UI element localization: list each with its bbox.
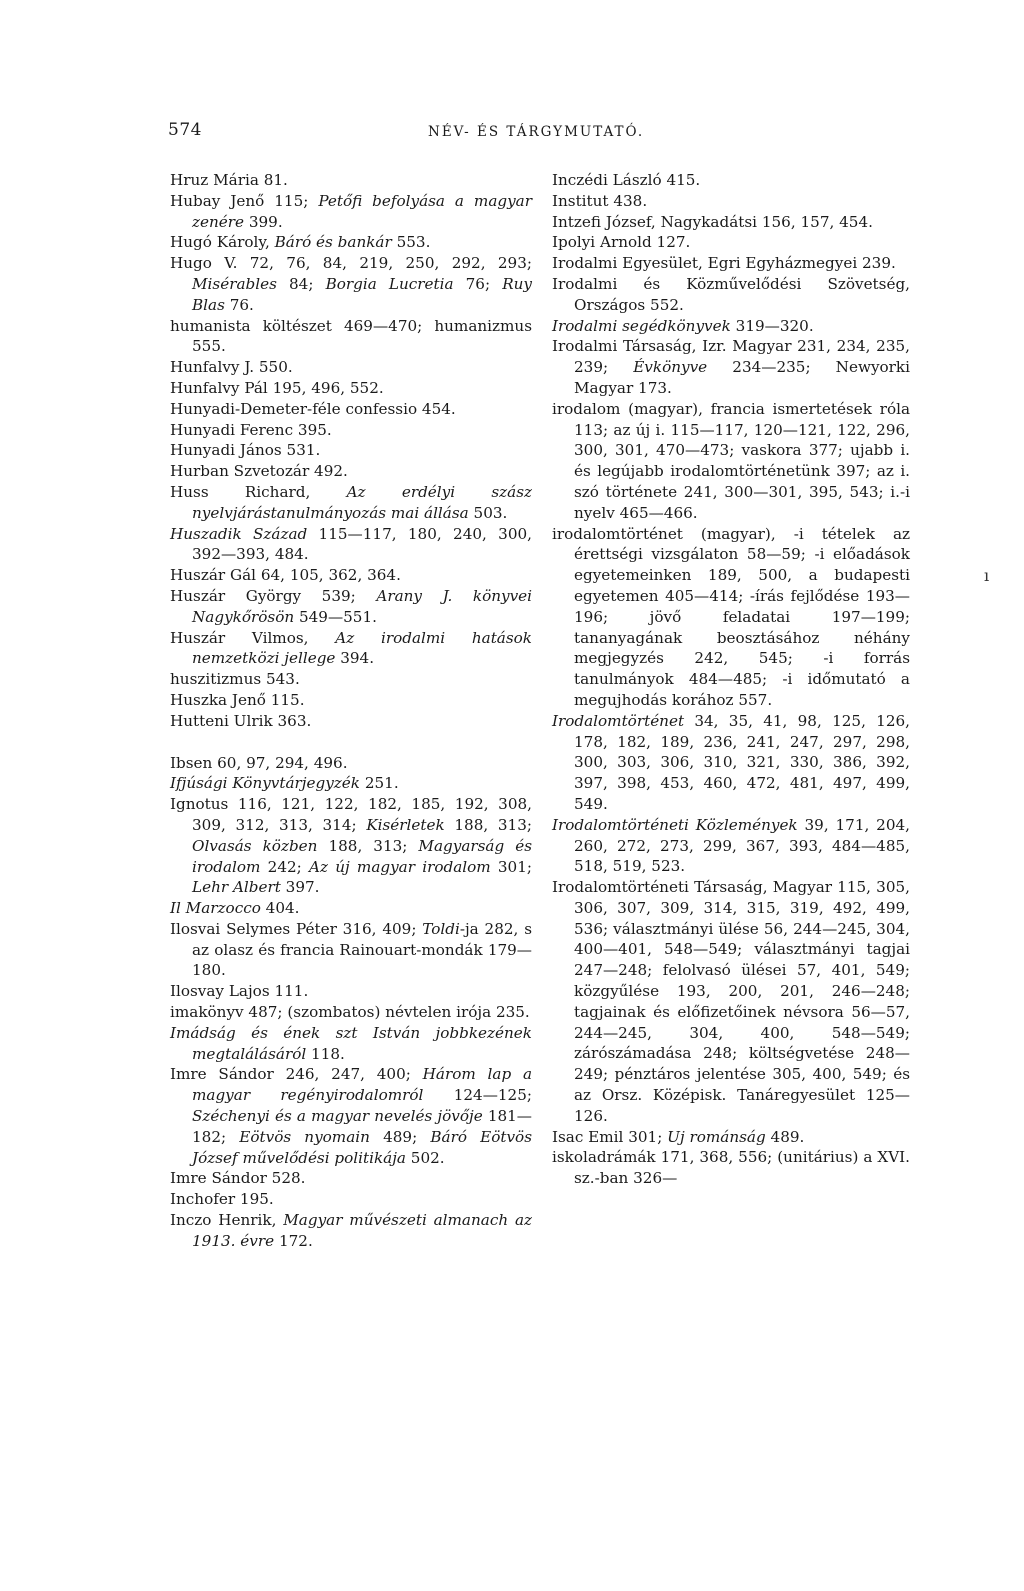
index-entry: irodalomtörténet (magyar), -i tételek az érettségi vizsgálaton 58—59; -i előadások egyetemeinken 189, 500, a budapesti egyetemen 405—414; -írás fejlődése 193—196; jövő feladatai 197—199; tananyagának beosztásához néhány megjegyzés 242, 545; -i forrás tanulmányok 484—485; -i időmutató a megujhodás korához 557.: [552, 524, 910, 709]
index-column-left: [170, 170, 532, 1252]
index-entry: Ifjúsági Könyvtárjegyzék 251.: [170, 774, 399, 793]
index-entry: Huszadik Század 115—117, 180, 240, 300, 392—393, 484.: [170, 524, 532, 564]
index-entry: Irodalmi Társaság, Izr. Magyar 231, 234, 235, 239; Évkönyve 234—235; Newyorki Magyar 173.: [552, 337, 910, 397]
index-entry: Huszár Gál 64, 105, 362, 364.: [170, 566, 401, 585]
index-entry: Inczo Henrik, Magyar művészeti almanach az 1913. évre 172.: [170, 1211, 532, 1250]
index-entry: Inchofer 195.: [170, 1190, 274, 1209]
index-entry: Irodalmi Egyesület, Egri Egyházmegyei 239.: [552, 254, 896, 273]
index-entry: Hugo V. 72, 76, 84, 219, 250, 292, 293; Misérables 84; Borgia Lucretia 76; Ruy Blas 76.: [170, 254, 532, 314]
index-entry: Imre Sándor 246, 247, 400; Három lap a magyar regényirodalomról 124—125; Széchenyi és a magyar nevelés jövője 181—182; Eötvös nyomain 489; Báró Eötvös József művelődési politikája 502.: [170, 1065, 533, 1167]
index-entry: Irodalmi és Közművelődési Szövetség, Országos 552.: [552, 274, 910, 314]
index-entry: Irodalomtörténet 34, 35, 41, 98, 125, 126, 178, 182, 189, 236, 241, 247, 297, 298, 300, 303, 306, 310, 321, 330, 386, 392, 397, 398, 453, 460, 472, 481, 497, 499, 549.: [552, 711, 910, 813]
index-entry: Ibsen 60, 97, 294, 496.: [170, 753, 348, 772]
index-entry: Isac Emil 301; Uj románság 489.: [552, 1127, 805, 1146]
index-entry: Institut 438.: [552, 191, 648, 210]
index-entry: Irodalmi segédkönyvek 319—320.: [552, 316, 814, 335]
index-entry: Ipolyi Arnold 127.: [552, 233, 691, 252]
index-entry: Hunyadi János 531.: [170, 441, 321, 460]
index-entry: Ilosvay Lajos 111.: [170, 982, 309, 1001]
index-entry: iskoladrámák 171, 368, 556; (unitárius) a XVI. sz.-ban 326—: [552, 1148, 910, 1188]
index-entry: irodalom (magyar), francia ismertetések róla 113; az új i. 115—117, 120—121, 122, 296, 300, 301, 470—473; vaskora 377; ujabb i. és legújabb irodalomtörténetünk 397; az i. szó története 241, 300—301, 395, 543; i.-i nyelv 465—466.: [552, 399, 910, 522]
index-entry: Hruz Mária 81.: [170, 171, 288, 189]
page-number: 574: [168, 120, 202, 140]
index-entry: Imre Sándor 528.: [170, 1169, 306, 1188]
index-entry: Hubay Jenő 115; Petőfi befolyása a magyar zenére 399.: [170, 191, 532, 231]
index-entry: Ignotus 116, 121, 122, 182, 185, 192, 308, 309, 312, 313, 314; Kisérletek 188, 313; Olvasás közben 188, 313; Magyarság és irodalom 242; Az új magyar irodalom 301; Lehr Albert 397.: [170, 795, 533, 897]
index-entry: Huss Richard, Az erdélyi szász nyelvjárástanulmányozás mai állása 503.: [170, 482, 532, 522]
index-entry: imakönyv 487; (szombatos) névtelen irója 235.: [170, 1003, 530, 1022]
index-entry: Ilosvai Selymes Péter 316, 409; Toldi-ja 282, s az olasz és francia Rainouart-mondák 179—180.: [170, 919, 532, 980]
margin-mark: ı: [984, 566, 990, 585]
index-entry: Huszár Vilmos, Az irodalmi hatások nemzetközi jellege 394.: [170, 628, 532, 668]
index-entry: Inczédi László 415.: [552, 171, 701, 189]
index-entry: Huszka Jenő 115.: [170, 690, 305, 709]
running-head: NÉV- ÉS TÁRGYMUTATÓ.: [428, 124, 645, 140]
index-entry: Huszár György 539; Arany J. könyvei Nagykőrösön 549—551.: [170, 586, 532, 626]
index-entry: Hunfalvy Pál 195, 496, 552.: [170, 378, 384, 397]
index-entry: humanista költészet 469—470; humanizmus 555.: [170, 316, 532, 356]
index-entry: Intzefi József, Nagykadátsi 156, 157, 454.: [552, 212, 873, 231]
index-entry: Hugó Károly, Báró és bankár 553.: [170, 233, 431, 252]
index-entry: Imádság és ének szt István jobbkezének megtalálásáról 118.: [170, 1023, 532, 1063]
index-entry: Hunfalvy J. 550.: [170, 358, 293, 377]
index-entry: Irodalomtörténeti Társaság, Magyar 115, 305, 306, 307, 309, 314, 315, 319, 492, 499, 536; választmányi ülése 56, 244—245, 304, 400—401, 548—549; választmányi tagjai 247—248; felolvasó ülései 57, 401, 549; közgyűlése 193, 200, 201, 246—248; tagjainak és előfizetőinek névsora 56—57, 244—245, 304, 400, 548—549; zárószámadása 248; költségvetése 248—249; pénztáros jelentése 305, 400, 549; és az Orsz. Középisk. Tanáregyesület 125—126.: [552, 878, 910, 1125]
index-entry: Il Marzocco 404.: [170, 899, 300, 918]
index-entry: Irodalomtörténeti Közlemények 39, 171, 204, 260, 272, 273, 299, 367, 393, 484—485, 518, 519, 523.: [552, 815, 910, 876]
index-entry: Hunyadi-Demeter-féle confessio 454.: [170, 399, 456, 418]
index-entry: Hurban Szvetozár 492.: [170, 462, 348, 481]
index-column-right: [552, 170, 910, 1189]
index-entry: huszitizmus 543.: [170, 670, 300, 689]
index-entry: Hunyadi Ferenc 395.: [170, 420, 332, 439]
index-entry: Hutteni Ulrik 363.: [170, 711, 312, 730]
